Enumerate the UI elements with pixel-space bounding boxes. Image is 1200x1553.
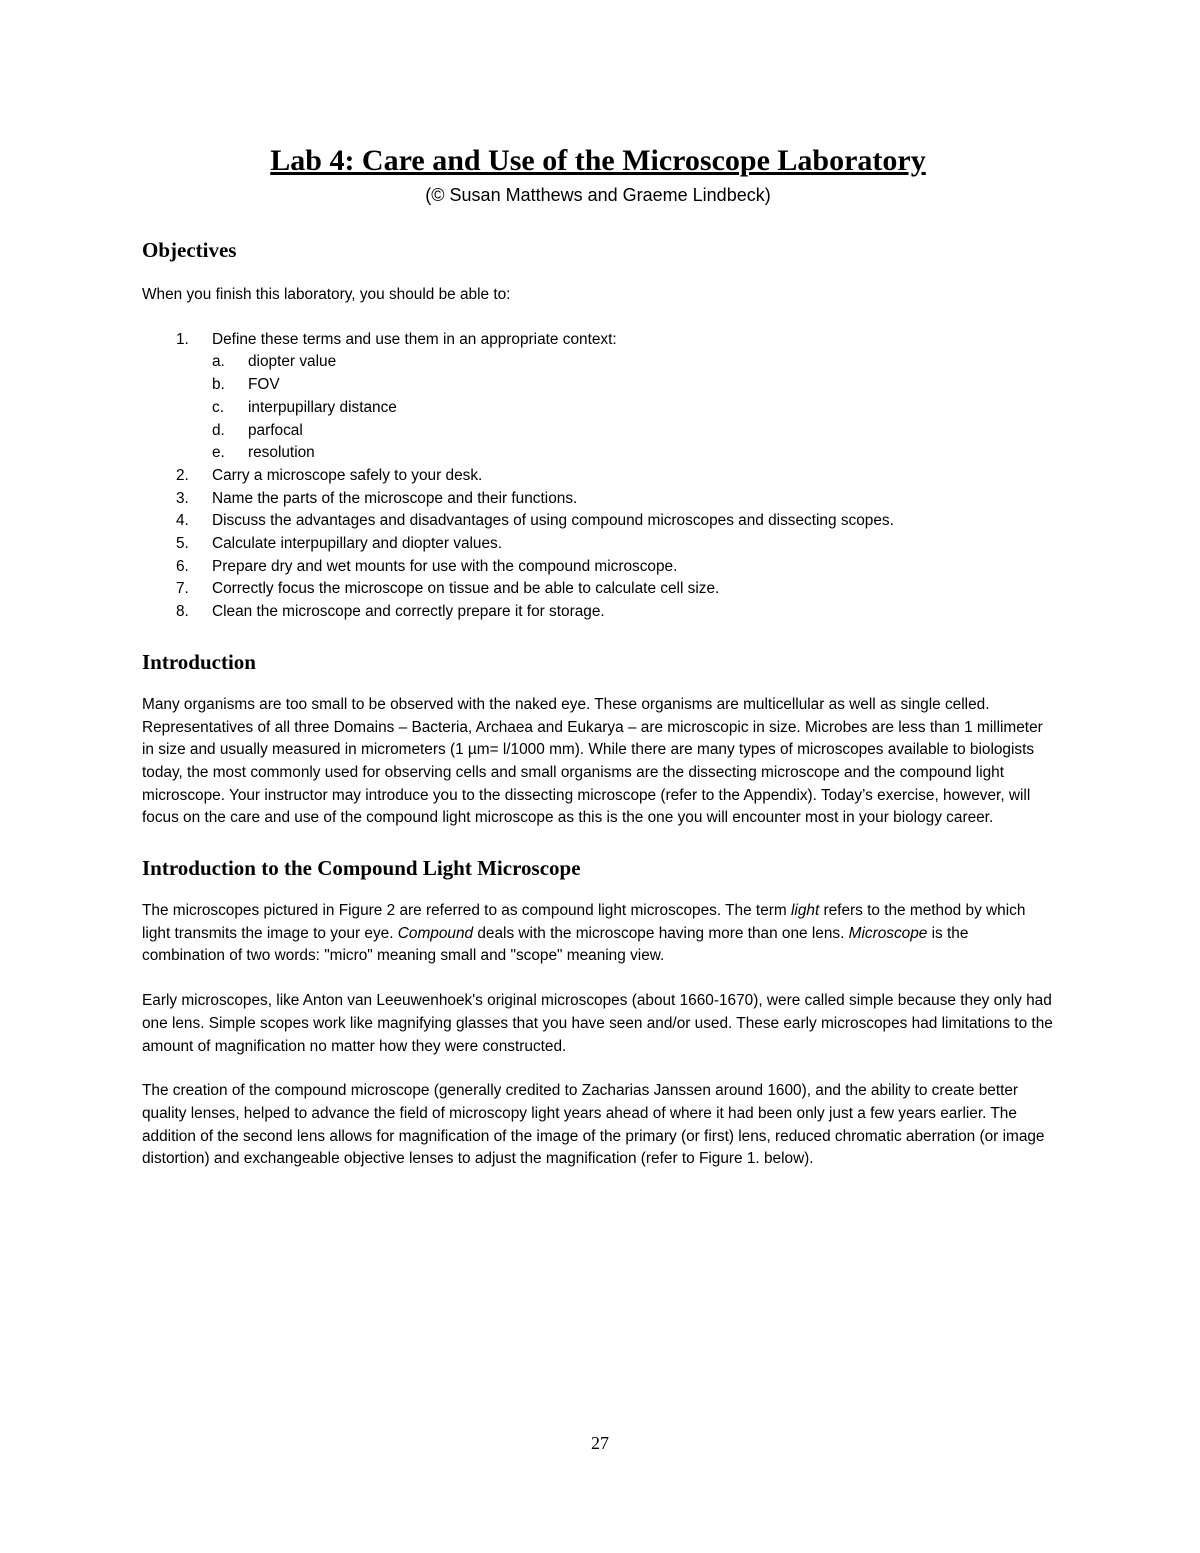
introduction-paragraph: Many organisms are too small to be observed with the naked eye. These organisms are multicellular as well as single celled. Representatives of all three Domains – Bacteria, Archaea and Eukarya – are microscopic in size. Microbes are less than 1 millimeter in size and usually measured in micrometers (1 µm= l/1000 mm). While there are many types of microscopes available to biologists today, the most commonly used for observing cells and small organisms are the dissecting microscope and the compound light microscope. Your instructor may introduce you to the dissecting microscope (refer to the Appendix). Today’s exercise, however, will focus on the care and use of the compound light microscope as this is the one you will encounter most in your biology career. — [142, 695, 1043, 827]
objectives-list — [142, 329, 1054, 624]
term-letter: c. — [212, 398, 224, 416]
objective-item — [142, 556, 1054, 579]
objective-item — [142, 329, 1054, 465]
term-item — [212, 420, 1054, 443]
page-title: Lab 4: Care and Use of the Microscope Laboratory — [270, 144, 926, 177]
objective-item — [142, 488, 1054, 511]
objective-text: Name the parts of the microscope and their functions. — [212, 489, 578, 507]
objective-number: 1. — [176, 330, 189, 348]
objective-text: Carry a microscope safely to your desk. — [212, 466, 483, 484]
objective-text: Calculate interpupillary and diopter values. — [212, 535, 503, 553]
objectives-heading: Objectives — [142, 238, 237, 262]
compound-paragraph-1 — [142, 900, 1054, 968]
page-subtitle: (© Susan Matthews and Graeme Lindbeck) — [425, 185, 771, 205]
terms-list — [212, 351, 1054, 465]
term-text: resolution — [248, 444, 315, 462]
objective-text: Correctly focus the microscope on tissue and be able to calculate cell size. — [212, 580, 720, 598]
text-run: The microscopes pictured in Figure 2 are referred to as compound light microscopes. The term — [142, 902, 791, 920]
term-letter: a. — [212, 353, 225, 371]
introduction-heading: Introduction — [142, 649, 256, 674]
term-text: interpupillary distance — [248, 398, 397, 416]
objective-number: 8. — [176, 603, 189, 621]
objective-number: 7. — [176, 580, 189, 598]
objective-text: Clean the microscope and correctly prepare it for storage. — [212, 603, 605, 621]
objective-number: 3. — [176, 489, 189, 507]
objective-number: 2. — [176, 466, 189, 484]
objective-item — [142, 465, 1054, 488]
compound-paragraph-3: The creation of the compound microscope (generally credited to Zacharias Janssen around 1600), and the ability to create better quality lenses, helped to advance the field of microscopy light years ahead of where it had been only just a few years earlier. The addition of the second lens allows for magnification of the image of the primary (or first) lens, reduced chromatic aberration (or image distortion) and exchangeable objective lenses to adjust the magnification (refer to Figure 1. below). — [142, 1082, 1045, 1168]
text-run: is the combination of two words: "micro" meaning small and "scope" meaning view. — [142, 924, 969, 965]
text-run: deals with the microscope having more than one lens. — [473, 924, 849, 942]
objective-text: Prepare dry and wet mounts for use with the compound microscope. — [212, 557, 678, 575]
term-item — [212, 397, 1054, 420]
page-content — [142, 140, 1054, 1171]
objective-number: 6. — [176, 557, 189, 575]
term-letter: d. — [212, 421, 225, 439]
objective-number: 4. — [176, 512, 189, 530]
term-letter: b. — [212, 376, 225, 394]
term-compound: Compound — [397, 924, 474, 942]
text-run: refers to the method by which light transmits the image to your eye. — [142, 902, 1026, 942]
term-letter: e. — [212, 444, 225, 462]
compound-paragraph-2: Early microscopes, like Anton van Leeuwenhoek's original microscopes (about 1660-1670), were called simple because they only had one lens. Simple scopes work like magnifying glasses that you have seen and/or used. These early microscopes had limitations to the amount of magnification no matter how they were constructed. — [142, 992, 1053, 1055]
objective-item — [142, 601, 1054, 624]
term-item — [212, 351, 1054, 374]
term-text: FOV — [248, 376, 280, 394]
term-text: parfocal — [248, 421, 303, 439]
compound-heading: Introduction to the Compound Light Microscope — [142, 856, 581, 881]
term-item — [212, 442, 1054, 465]
term-microscope: Microscope — [848, 924, 928, 942]
objective-number: 5. — [176, 535, 189, 553]
term-light: light — [790, 902, 820, 920]
objective-text: Define these terms and use them in an appropriate context: — [212, 330, 617, 348]
page-number: 27 — [591, 1433, 609, 1453]
objectives-intro: When you finish this laboratory, you should be able to: — [142, 286, 511, 303]
term-item — [212, 374, 1054, 397]
term-text: diopter value — [248, 353, 337, 371]
objective-item — [142, 533, 1054, 556]
objective-item — [142, 578, 1054, 601]
objective-item — [142, 510, 1054, 533]
objective-text: Discuss the advantages and disadvantages of using compound microscopes and dissecting scopes. — [212, 512, 894, 530]
